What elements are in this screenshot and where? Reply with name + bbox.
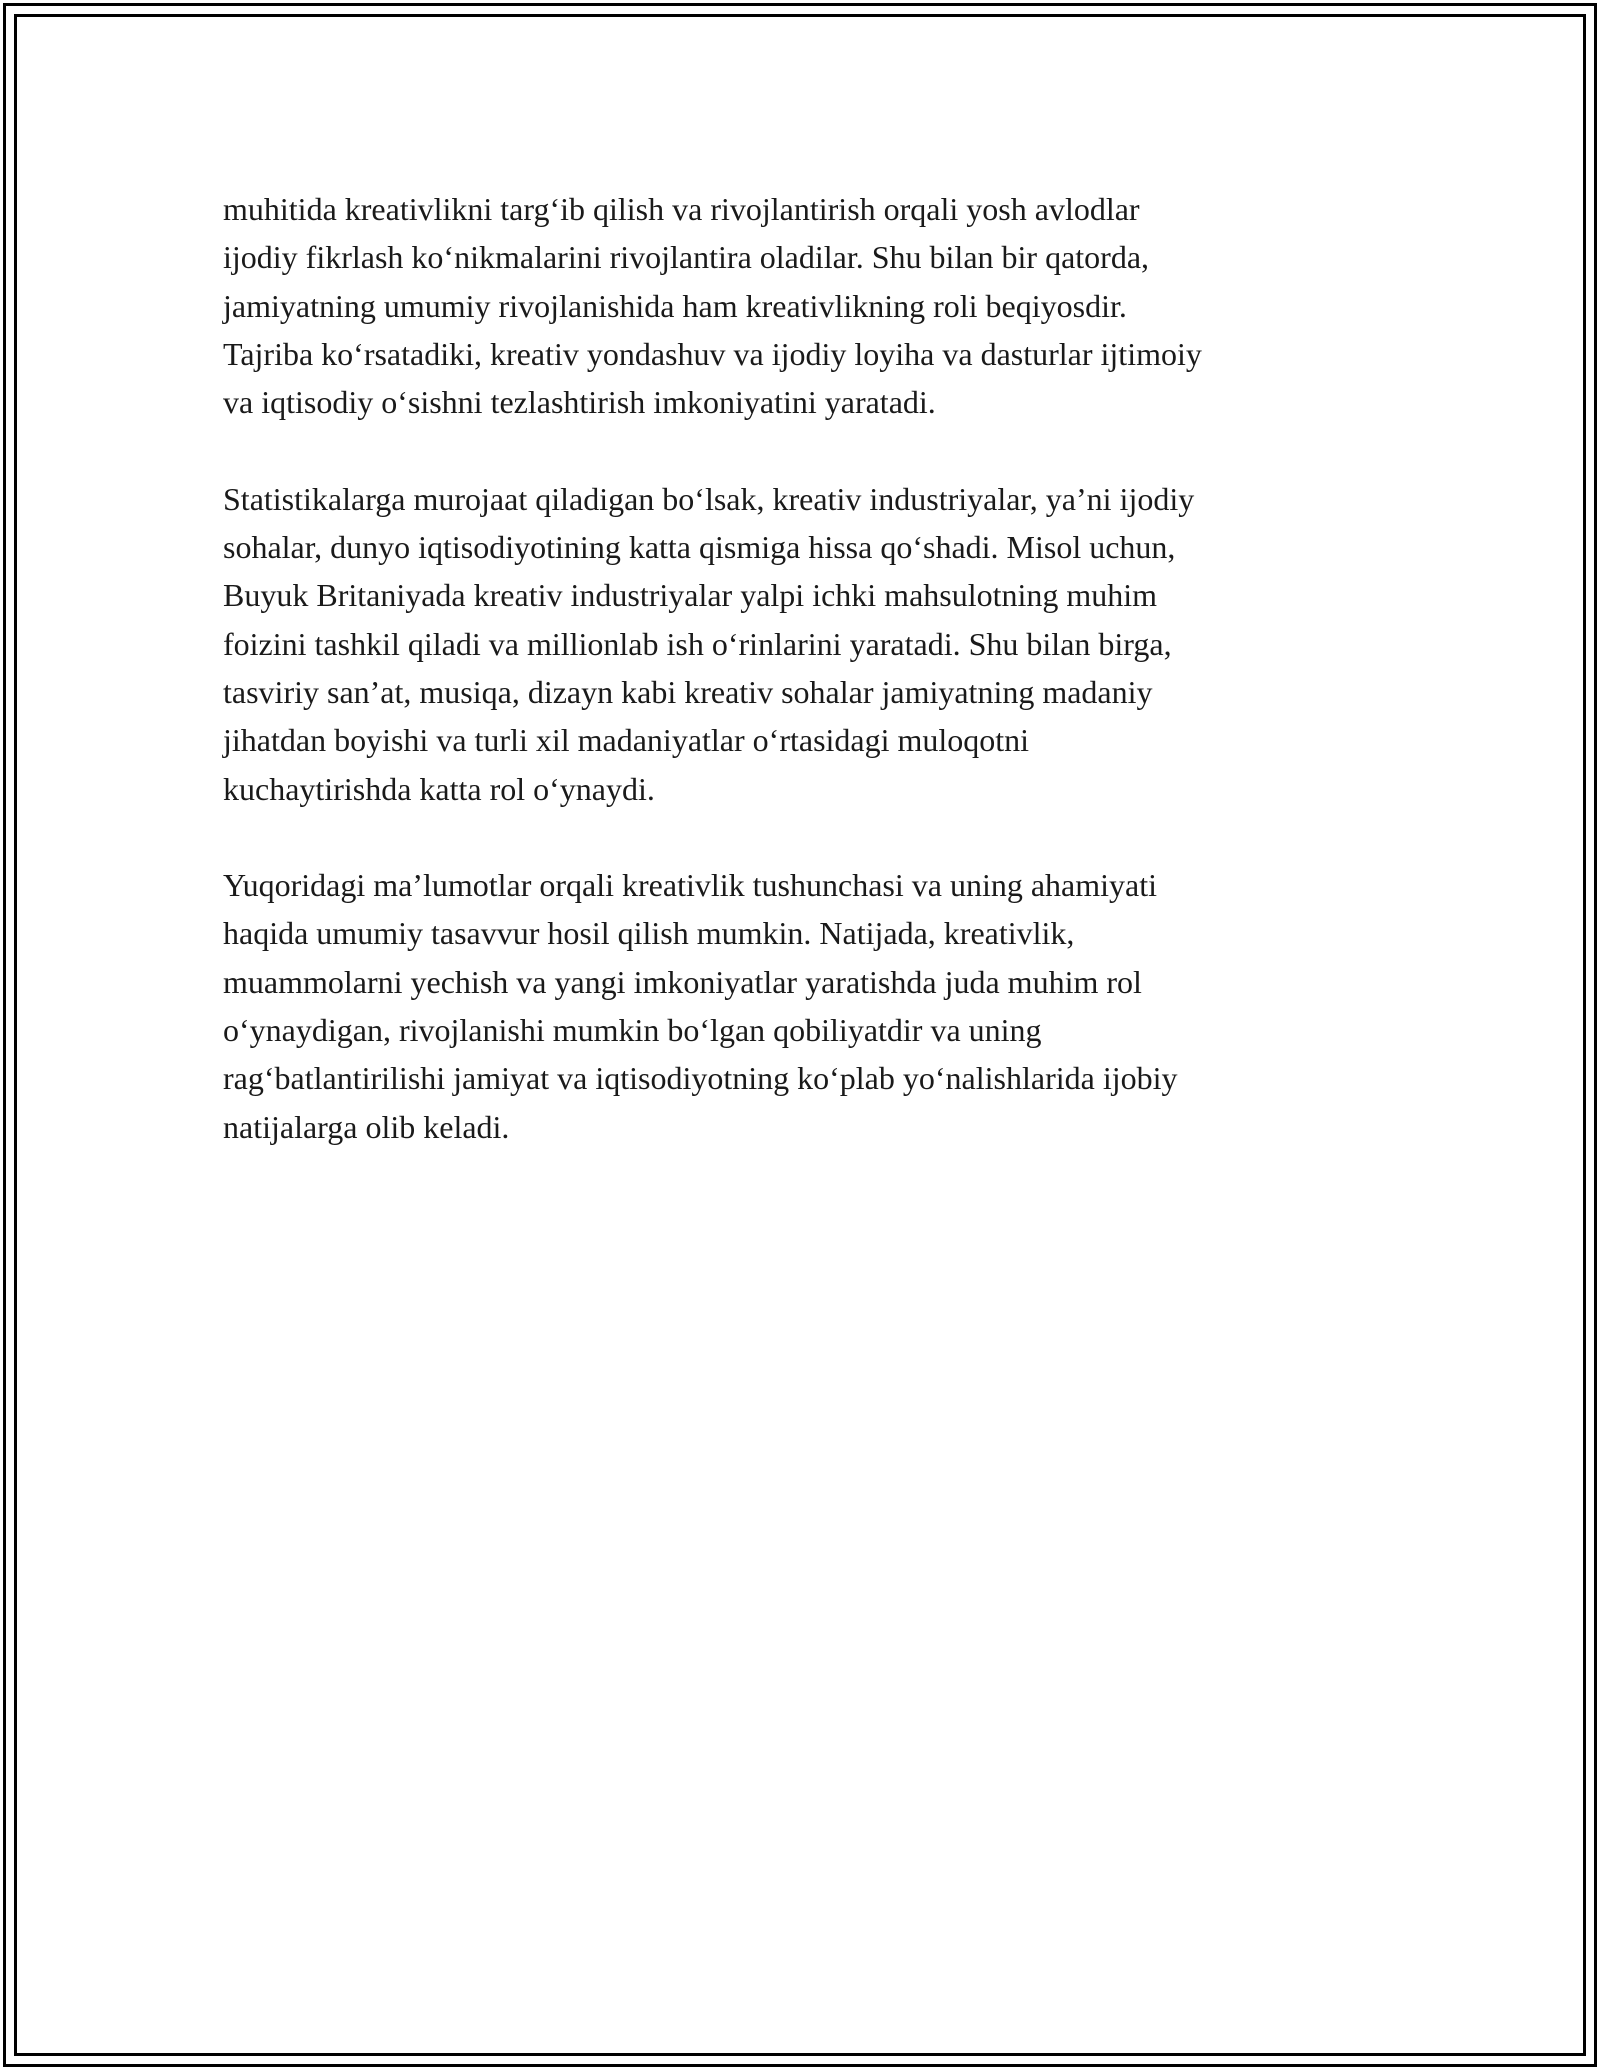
document-body [223,185,1383,1199]
paragraph-3: Yuqoridagi ma’lumotlar orqali kreativlik tushunchasi va uning ahamiyati haqida umumiy tasavvur hosil qilish mumkin. Natijada, kreativlik, muammolarni yechish va yangi imkoniyatlar yaratishda juda muhim rol o‘ynaydigan, rivojlanishi mumkin bo‘lgan qobiliyatdir va uning rag‘batlantirilishi jamiyat va iqtisodiyotning ko‘plab yo‘nalishlarida ijobiy natijalarga olib keladi. [223,867,1178,1145]
paragraph-2: Statistikalarga murojaat qiladigan bo‘lsak, kreativ industriyalar, ya’ni ijodiy sohalar, dunyo iqtisodiyotining katta qismiga hissa qo‘shadi. Misol uchun, Buyuk Britaniyada kreativ industriyalar yalpi ichki mahsulotning muhim foizini tashkil qiladi va millionlab ish o‘rinlarini yaratadi. Shu bilan birga, tasviriy san’at, musiqa, dizayn kabi kreativ sohalar jamiyatning madaniy jihatdan boyishi va turli xil madaniyatlar o‘rtasidagi muloqotni kuchaytirishda katta rol o‘ynaydi. [223,480,1195,807]
paragraph-1: muhitida kreativlikni targ‘ib qilish va rivojlantirish orqali yosh avlodlar ijodiy fikrlash ko‘nikmalarini rivojlantira oladilar. Shu bilan bir qatorda, jamiyatning umumiy rivojlanishida ham kreativlikning roli beqiyosdir. Tajriba ko‘rsatadiki, kreativ yondashuv va ijodiy loyiha va dasturlar ijtimoiy va iqtisodiy o‘sishni tezlashtirish imkoniyatini yaratadi. [223,191,1202,421]
